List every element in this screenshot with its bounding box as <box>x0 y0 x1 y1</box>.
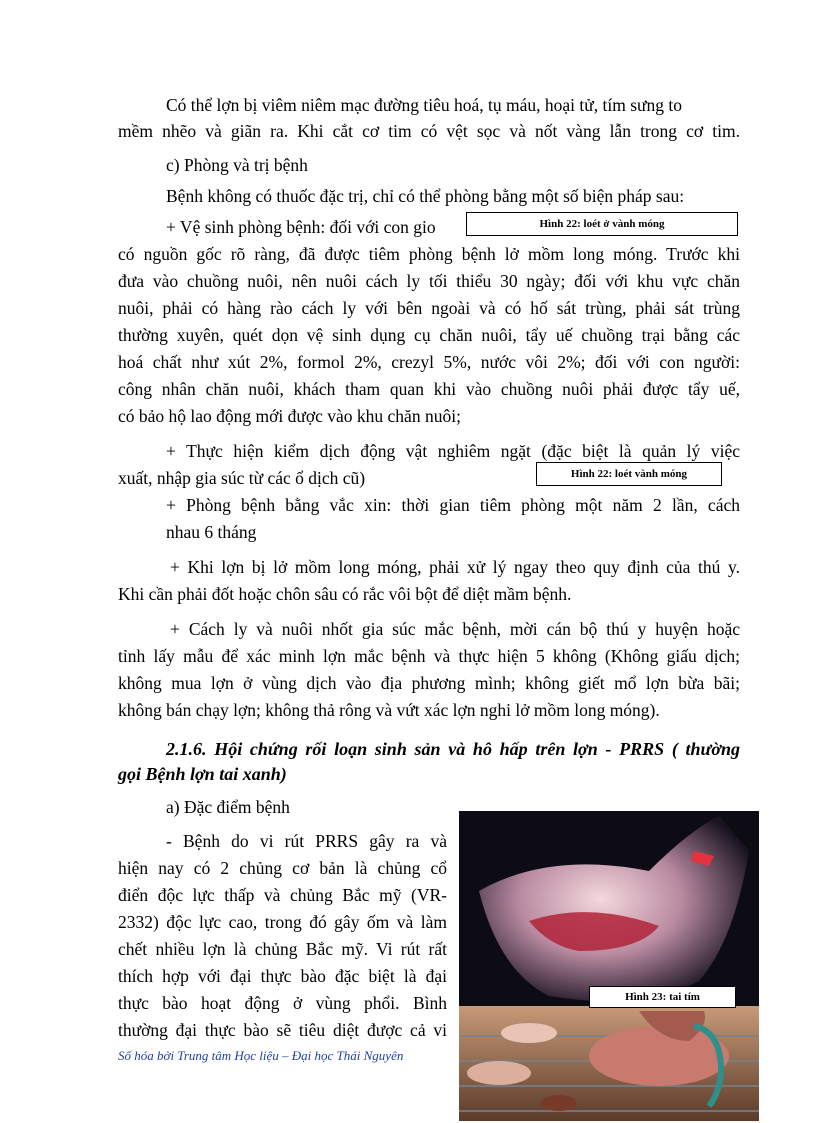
para1-line1: Có thể lợn bị viêm niêm mạc đường tiêu hoá, tụ máu, hoại tử, tím sưng to <box>166 95 682 115</box>
vaccine-line2: nhau 6 tháng <box>166 522 257 542</box>
prrs-line3: điển độc lực thấp và chủng Bắc mỹ (VR- <box>118 885 447 905</box>
hygiene-line5: thường xuyên, quét dọn vệ sinh dụng cụ chăn nuôi, tẩy uế chuồng trại bằng các <box>118 325 740 345</box>
figure-23-photo <box>459 811 759 1121</box>
prrs-line1: - Bệnh do vi rút PRRS gây ra và <box>166 831 447 851</box>
para1-line2: mềm nhẽo và giãn ra. Khi cắt cơ tim có vệt sọc và nốt vàng lẫn trong cơ tim. <box>118 121 740 141</box>
hygiene-line8: có bảo hộ lao động mới được vào khu chăn nuôi; <box>118 406 461 426</box>
section-heading-line1: 2.1.6. Hội chứng rối loạn sinh sản và hô hấp trên lợn - PRRS ( thường <box>166 739 740 759</box>
hygiene-line4: nuôi, phải có hàng rào cách ly với bên ngoài và có hố sát trùng, phải sát trùng <box>118 298 740 318</box>
figure-22a-caption: Hình 22: loét ở vành móng <box>466 212 738 236</box>
section-heading-line2: gọi Bệnh lợn tai xanh) <box>118 764 287 784</box>
prrs-line6: thích hợp với đại thực bào đặc biệt là đại <box>118 966 447 986</box>
intro-text: Bệnh không có thuốc đặc trị, chỉ có thể phòng bằng một số biện pháp sau: <box>166 186 685 206</box>
outbreak-line1: + Khi lợn bị lở mồm long móng, phải xử lý ngay theo quy định của thú y. <box>170 557 740 577</box>
hygiene-line7: công nhân chăn nuôi, khách tham quan khi vào chuồng nuôi phải được tẩy uế, <box>118 379 740 399</box>
figure-23-caption: Hình 23: tai tím <box>589 986 736 1008</box>
outbreak-line2: Khi cần phải đốt hoặc chôn sâu có rắc vôi bột để diệt mầm bệnh. <box>118 584 572 604</box>
hygiene-line2: có nguồn gốc rõ ràng, đã được tiêm phòng bệnh lở mồm long móng. Trước khi <box>118 244 740 264</box>
quarantine-line1: + Thực hiện kiểm dịch động vật nghiêm ngặt (đặc biệt là quản lý việc <box>166 441 740 461</box>
prrs-line8: thường đại thực bào sẽ tiêu diệt được cả vi <box>118 1020 447 1040</box>
hygiene-line1: + Vệ sinh phòng bệnh: đối với con gio <box>166 217 436 237</box>
prrs-line7: thực bào hoạt động ở vùng phổi. Bình <box>118 993 447 1013</box>
quarantine-line2: xuất, nhập gia súc từ các ổ dịch cũ) <box>118 468 366 488</box>
footer-credit: Số hóa bởi Trung tâm Học liệu – Đại học Thái Nguyên <box>118 1048 404 1063</box>
prrs-line2: hiện nay có 2 chủng cơ bản là chủng cổ <box>118 858 447 878</box>
isolation-line4: không bán chạy lợn; không thả rông và vứt xác lợn nghi lở mồm long móng). <box>118 700 660 720</box>
hygiene-line6: hoá chất như xút 2%, formol 2%, crezyl 5%, nước vôi 2%; đối với con người: <box>118 352 740 372</box>
isolation-line2: tỉnh lấy mẫu để xác minh lợn mắc bệnh và thực hiện 5 không (Không giấu dịch; <box>118 646 740 666</box>
section-c-heading: c) Phòng và trị bệnh <box>166 155 308 175</box>
vaccine-line1: + Phòng bệnh bằng vắc xin: thời gian tiêm phòng một năm 2 lần, cách <box>166 495 740 515</box>
pig-ear-illustration <box>459 811 759 1121</box>
hygiene-line3: đưa vào chuồng nuôi, nên nuôi cách ly tối thiểu 30 ngày; đối với khu vực chăn <box>118 271 740 291</box>
prrs-line4: 2332) độc lực cao, trong đó gây ốm và làm <box>118 912 447 932</box>
isolation-line3: không mua lợn ở vùng dịch vào địa phương mình; không giết mổ lợn bừa bãi; <box>118 673 740 693</box>
prrs-line5: chết nhiều lợn là chủng Bắc mỹ. Vi rút rất <box>118 939 447 959</box>
isolation-line1: + Cách ly và nuôi nhốt gia súc mắc bệnh, mời cán bộ thú y huyện hoặc <box>170 619 740 639</box>
figure-22b-caption: Hình 22: loét vành móng <box>536 462 722 486</box>
section-a-heading: a) Đặc điểm bệnh <box>166 797 290 817</box>
